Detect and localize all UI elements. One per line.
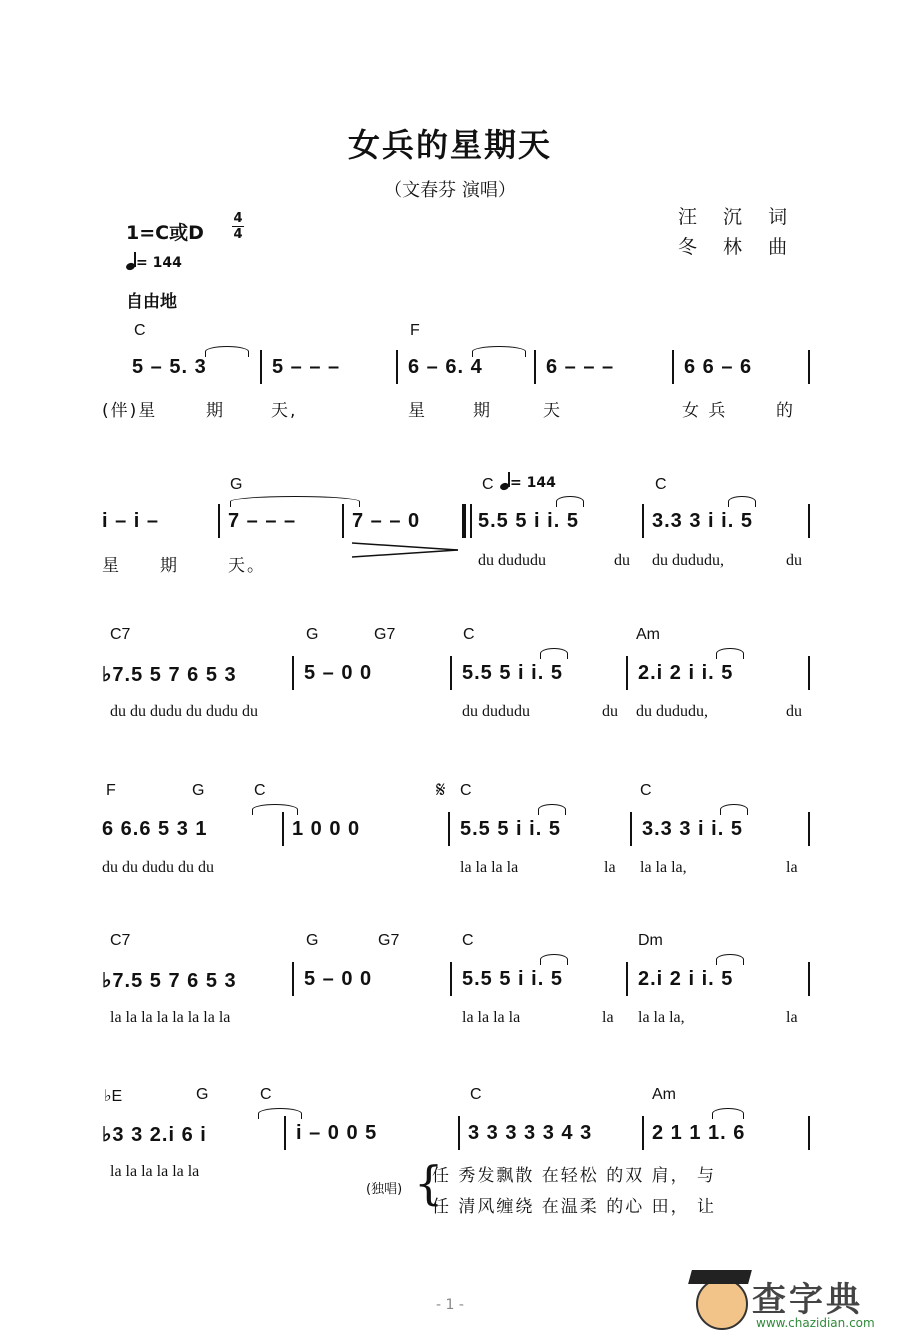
chord-label: G: [230, 476, 243, 493]
site-logo: [690, 1268, 890, 1336]
measure-notes: 5.5 5 i i. 5: [460, 818, 561, 840]
measure-notes: 5 – 0 0: [304, 968, 373, 990]
measure-notes: 5.5 5 i i. 5: [478, 510, 579, 532]
lyric-syllable: 天。: [228, 556, 266, 576]
measure-notes: 6 – – –: [546, 356, 615, 378]
lyric-syllable: la la la la la la: [110, 1163, 200, 1180]
measure-notes: 2 1 1 1. 6: [652, 1122, 746, 1144]
lyric-syllable: (伴)星: [102, 401, 158, 421]
decrescendo-hairpin-icon: [350, 540, 460, 560]
lyric-syllable: du dududu,: [652, 552, 724, 569]
verse-brace-icon: {: [414, 1156, 444, 1210]
lyric-syllable: 星: [102, 556, 121, 576]
performer-subtitle: （文春芬 演唱）: [384, 180, 516, 201]
quarter-note-icon: [126, 252, 136, 270]
chord-label: G: [196, 1086, 209, 1103]
chord-label: C: [655, 476, 667, 493]
lyric-syllable: 天,: [271, 401, 298, 421]
lyric-syllable: la la la la: [460, 859, 519, 876]
chord-label: C7: [110, 932, 131, 949]
solo-label: (独唱): [366, 1182, 403, 1197]
measure-notes: 3 3 3 3 3 4 3: [468, 1122, 593, 1144]
time-signature-bottom: 4: [233, 227, 243, 242]
time-signature: [232, 212, 244, 241]
composer-credit: 冬 林 曲: [678, 236, 798, 258]
lyric-syllable: du dududu: [462, 703, 530, 720]
graduation-cap-icon: [688, 1270, 752, 1284]
time-signature-top: 4: [233, 211, 243, 226]
chord-label: C7: [110, 626, 131, 643]
lyric-syllable: la: [602, 1009, 614, 1026]
lyric-syllable: 期: [206, 401, 225, 421]
measure-notes: 6 – 6. 4: [408, 356, 483, 378]
measure-notes: 1 0 0 0: [292, 818, 361, 840]
chord-label: Am: [636, 626, 660, 643]
chord-label: G7: [374, 626, 396, 643]
measure-notes: 5 – 5. 3: [132, 356, 207, 378]
lyric-syllable: la: [786, 1009, 798, 1026]
chord-label: C: [470, 1086, 482, 1103]
measure-notes: 3.3 3 i i. 5: [642, 818, 743, 840]
lyric-syllable: du: [602, 703, 618, 720]
chord-label: F: [106, 782, 116, 799]
measure-notes: 2.i 2 i i. 5: [638, 662, 734, 684]
measure-notes: 2.i 2 i i. 5: [638, 968, 734, 990]
measure-notes: 5 – – –: [272, 356, 341, 378]
measure-notes: 6 6 – 6: [684, 356, 753, 378]
measure-notes: 5 – 0 0: [304, 662, 373, 684]
lyric-syllable: 期: [473, 401, 492, 421]
lyric-syllable: du dududu,: [636, 703, 708, 720]
lyric-syllable: 天: [543, 401, 562, 421]
lyric-syllable: 星: [408, 401, 427, 421]
chord-label: G7: [378, 932, 400, 949]
measure-notes: 5.5 5 i i. 5: [462, 968, 563, 990]
chord-label: C: [463, 626, 475, 643]
lyric-syllable: 期: [160, 556, 179, 576]
expression-marking: 自由地: [126, 292, 177, 312]
quarter-note-icon: [500, 472, 510, 490]
chord-label: Dm: [638, 932, 663, 949]
measure-notes: 3.3 3 i i. 5: [652, 510, 753, 532]
chord-label: G: [306, 932, 319, 949]
lyric-syllable: du: [614, 552, 630, 569]
verse-2-lyrics: 任 清风缠绕 在温柔 的心 田， 让: [432, 1197, 717, 1217]
chord-label: C: [462, 932, 474, 949]
lyric-syllable: du du dudu du dudu du: [110, 703, 258, 720]
chord-label: ♭E: [104, 1088, 123, 1105]
chord-label: G: [192, 782, 205, 799]
lyric-syllable: du du dudu du du: [102, 859, 214, 876]
lyric-syllable: la: [604, 859, 616, 876]
measure-notes: ♭7.5 5 7 6 5 3: [102, 970, 237, 992]
segno-icon: 𝄋: [436, 778, 446, 803]
measure-notes: 5.5 5 i i. 5: [462, 662, 563, 684]
chord-label: Am: [652, 1086, 676, 1103]
lyric-syllable: du dududu: [478, 552, 546, 569]
measure-notes: ♭7.5 5 7 6 5 3: [102, 664, 237, 686]
measure-notes: 6 6.6 5 3 1: [102, 818, 208, 840]
lyricist-credit: 汪 沉 词: [678, 206, 798, 228]
page-number: - 1 -: [436, 1297, 464, 1313]
chord-label: C: [482, 476, 494, 493]
lyric-syllable: du: [786, 703, 802, 720]
measure-notes: 7 – – –: [228, 510, 297, 532]
lyric-syllable: la la la la la la la la: [110, 1009, 231, 1026]
tempo-marking: [126, 252, 182, 271]
chord-label: C: [260, 1086, 272, 1103]
tempo-value: = 144: [136, 255, 182, 271]
chord-label: C: [640, 782, 652, 799]
lyric-syllable: la la la,: [640, 859, 687, 876]
chord-label: C: [254, 782, 266, 799]
chord-label: F: [410, 322, 420, 339]
chord-label: C: [460, 782, 472, 799]
measure-notes: ♭3 3 2.i 6 i: [102, 1124, 207, 1146]
lyric-syllable: la: [786, 859, 798, 876]
measure-notes: 7 – – 0: [352, 510, 421, 532]
chord-label: C: [134, 322, 146, 339]
measure-notes: i – i –: [102, 510, 160, 532]
lyric-syllable: du: [786, 552, 802, 569]
key-signature: 1=C或D: [126, 222, 204, 244]
verse-1-lyrics: 任 秀发飘散 在轻松 的双 肩， 与: [432, 1166, 717, 1186]
logo-text: 查字典: [752, 1280, 863, 1320]
lyric-syllable: 的: [776, 401, 795, 421]
song-title: 女兵的星期天: [347, 126, 552, 164]
tempo-marking: [500, 472, 556, 491]
measure-notes: i – 0 0 5: [296, 1122, 378, 1144]
lyric-syllable: la la la la: [462, 1009, 521, 1026]
mascot-icon: [696, 1278, 748, 1330]
logo-url: www.chazidian.com: [756, 1316, 875, 1330]
lyric-syllable: la la la,: [638, 1009, 685, 1026]
tempo-value: = 144: [510, 475, 556, 491]
chord-label: G: [306, 626, 319, 643]
lyric-syllable: 女 兵: [682, 401, 728, 421]
